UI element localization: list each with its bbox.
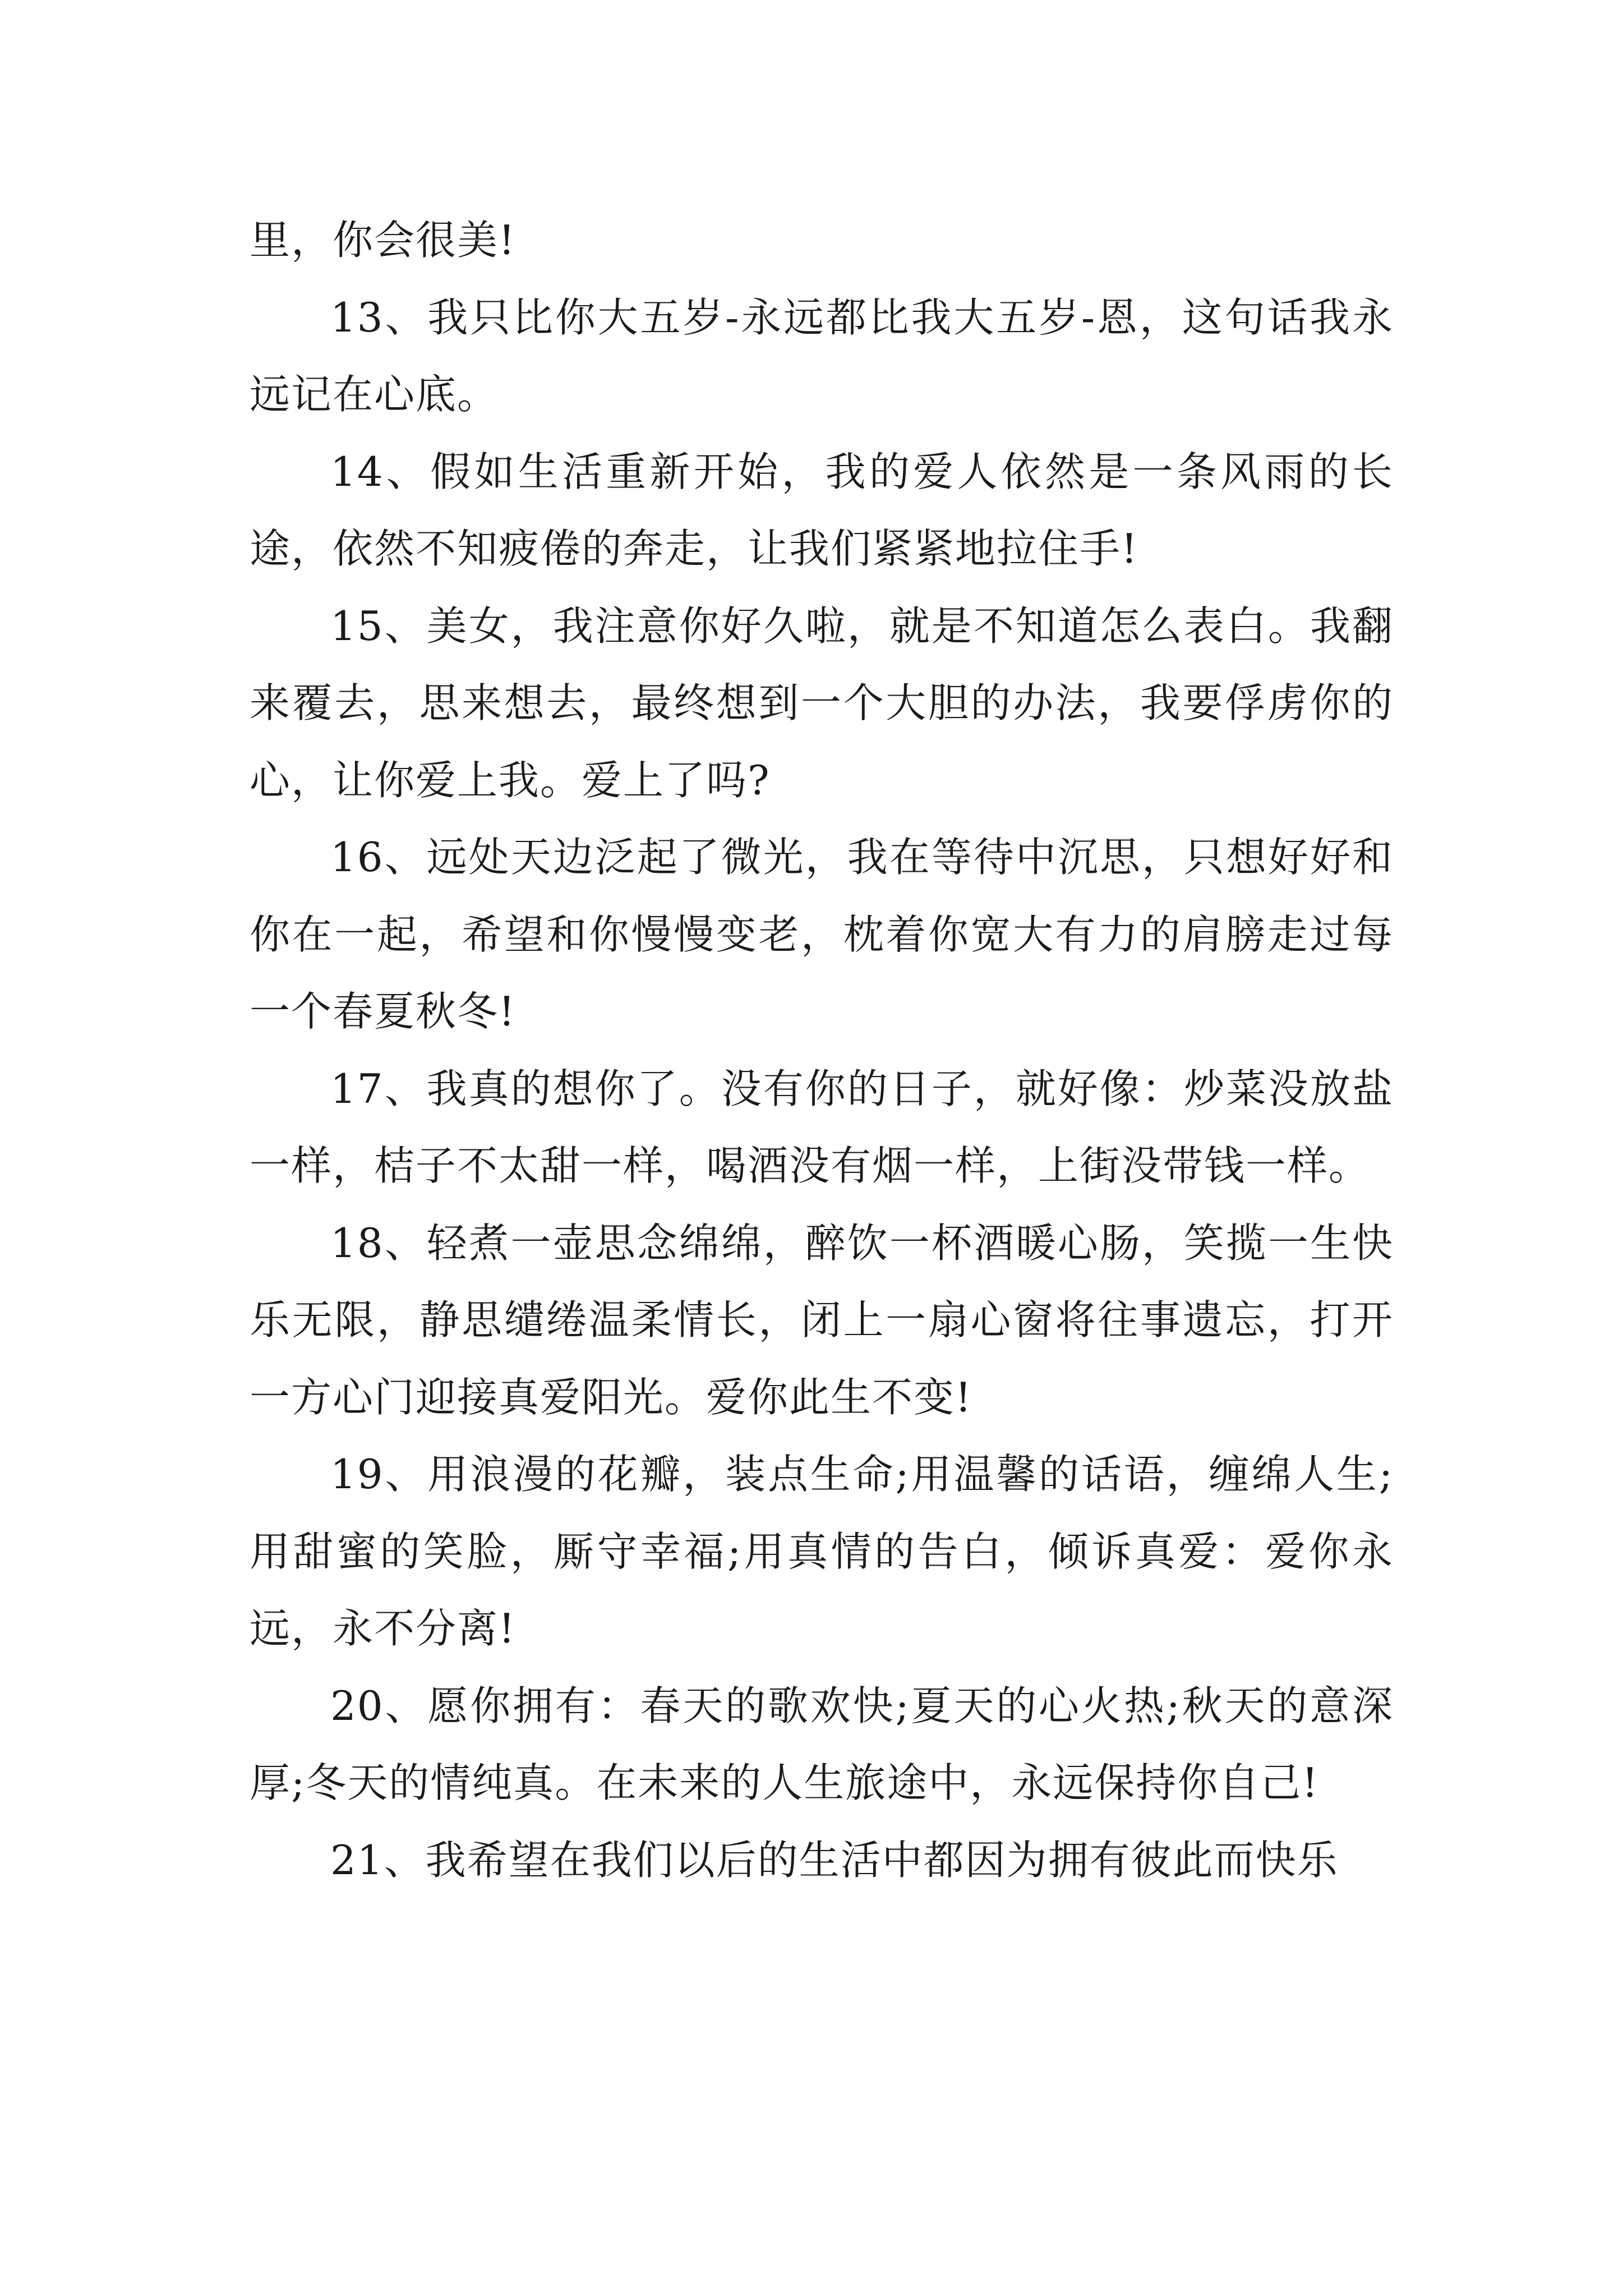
paragraph-14: 14、假如生活重新开始，我的爱人依然是一条风雨的长途，依然不知疲倦的奔走，让我们紧紧地拉住手! <box>250 448 1394 572</box>
paragraph-21: 21、我希望在我们以后的生活中都因为拥有彼此而快乐 <box>330 1836 1339 1884</box>
paragraph-17: 17、我真的想你了。没有你的日子，就好像：炒菜没放盐一样，桔子不太甜一样，喝酒没有烟一样，上街没带钱一样。 <box>250 1065 1394 1189</box>
paragraph-12-continuation: 里，你会很美! <box>250 217 516 264</box>
paragraph-13: 13、我只比你大五岁-永远都比我大五岁-恩，这句话我永远记在心底。 <box>250 293 1394 418</box>
paragraph-18: 18、轻煮一壶思念绵绵，醉饮一杯酒暖心肠，笑揽一生快乐无限，静思缱绻温柔情长，闭上一扇心窗将往事遗忘，打开一方心门迎接真爱阳光。爱你此生不变! <box>250 1219 1394 1421</box>
paragraph-19: 19、用浪漫的花瓣，装点生命;用温馨的话语，缠绵人生;用甜蜜的笑脸，厮守幸福;用真情的告白，倾诉真爱：爱你永远，永不分离! <box>250 1451 1394 1652</box>
paragraph-20: 20、愿你拥有：春天的歌欢快;夏天的心火热;秋天的意深厚;冬天的情纯真。在未来的人生旅途中，永远保持你自己! <box>250 1682 1394 1806</box>
paragraph-16: 16、远处天边泛起了微光，我在等待中沉思，只想好好和你在一起，希望和你慢慢变老，枕着你宽大有力的肩膀走过每一个春夏秋冬! <box>250 834 1394 1035</box>
paragraph-15: 15、美女，我注意你好久啦，就是不知道怎么表白。我翻来覆去，思来想去，最终想到一个大胆的办法，我要俘虏你的心，让你爱上我。爱上了吗? <box>250 602 1394 804</box>
document-body <box>250 202 1394 1899</box>
